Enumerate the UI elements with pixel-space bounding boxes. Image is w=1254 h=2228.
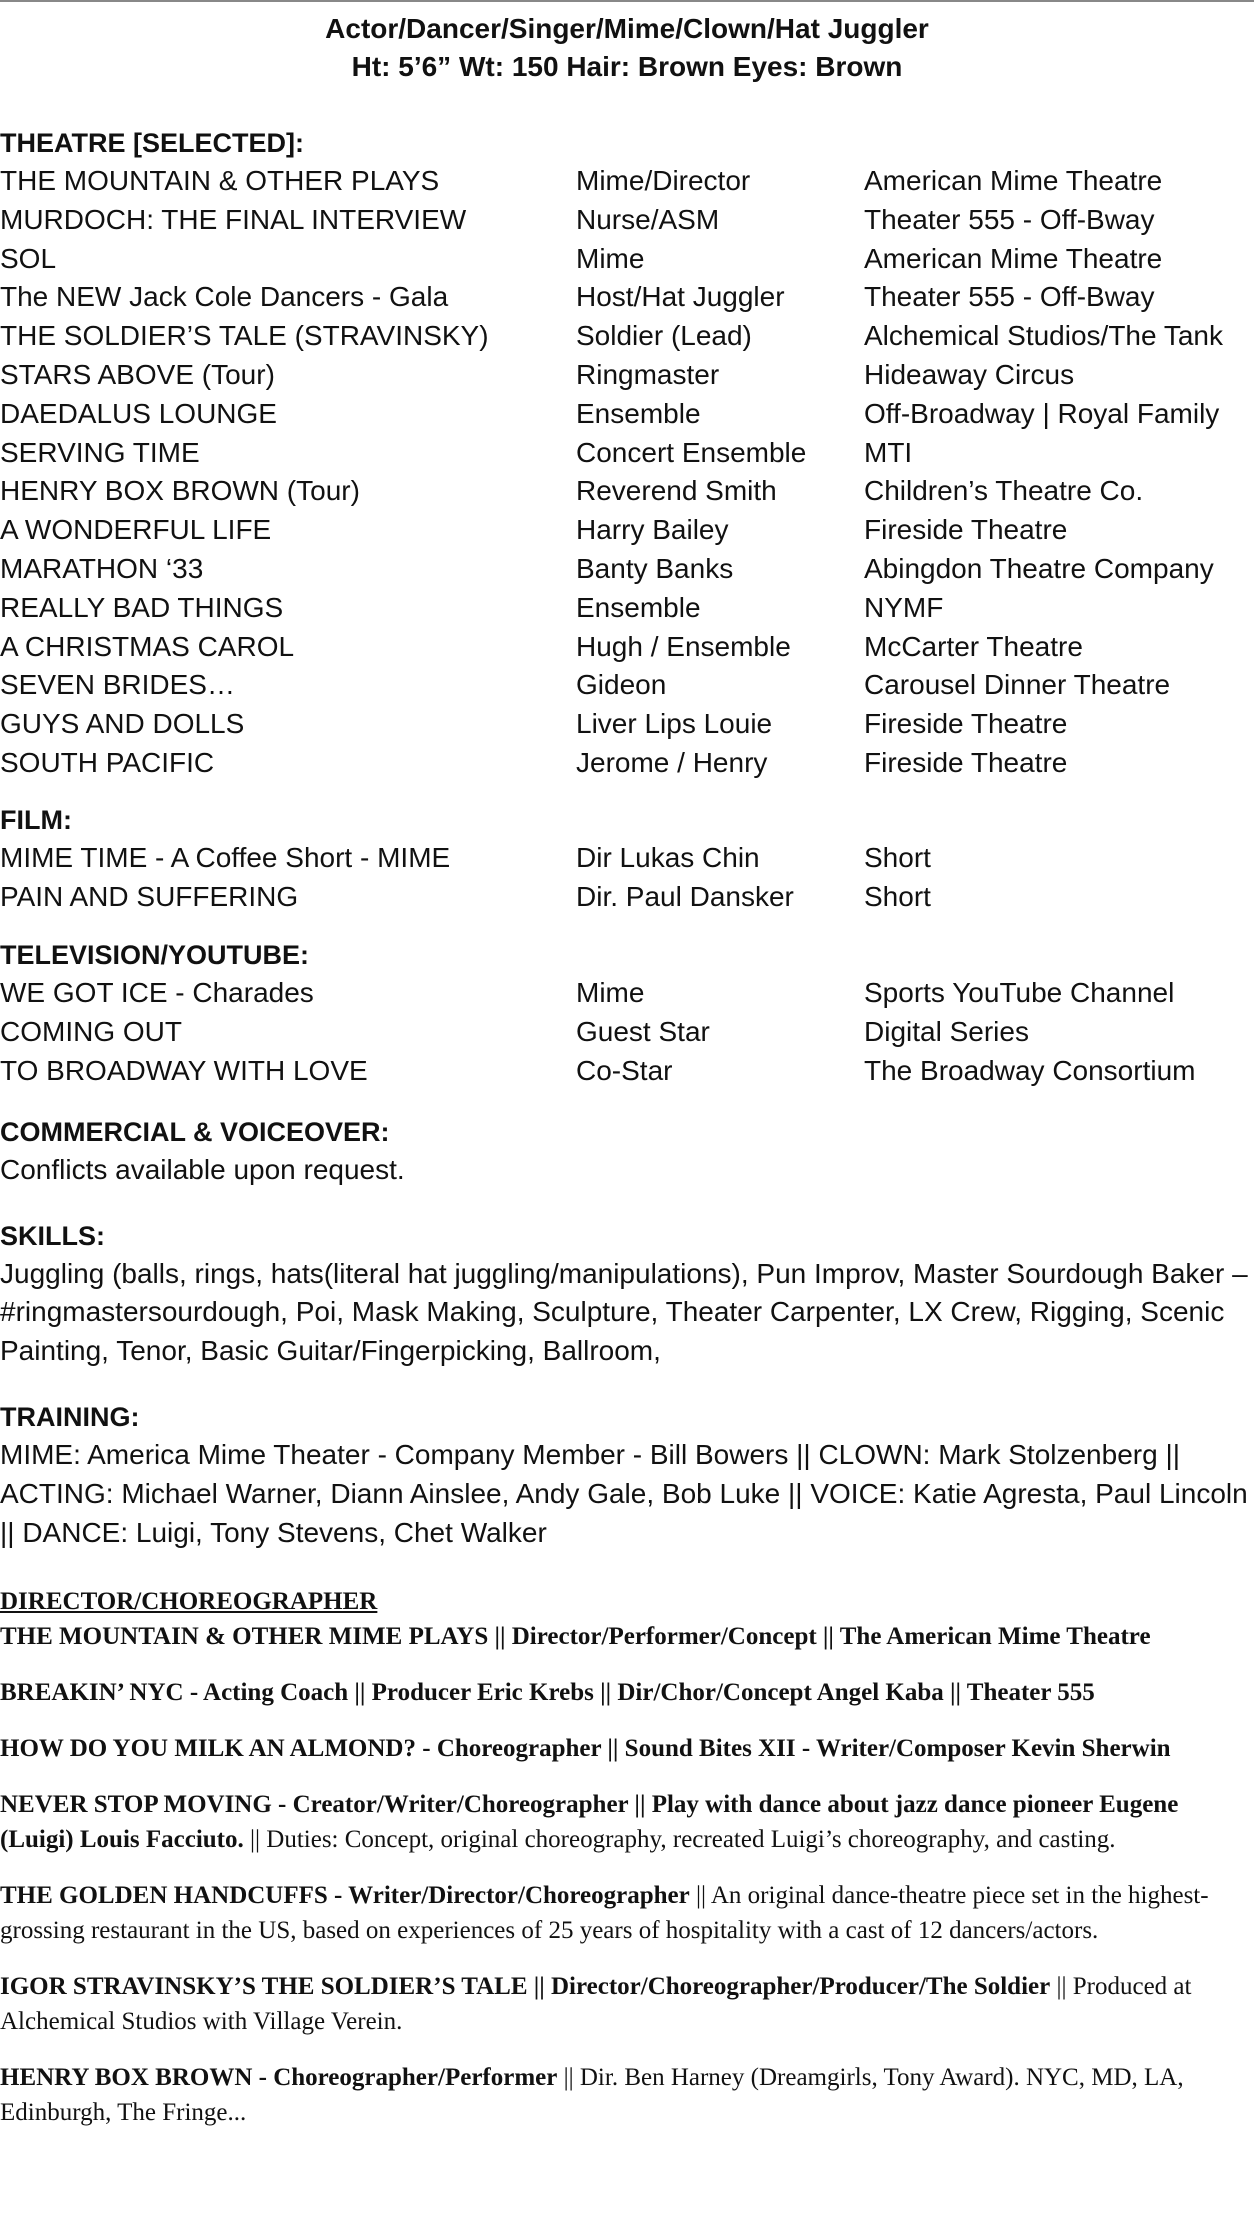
training-text: MIME: America Mime Theater - Company Member - Bill Bowers || CLOWN: Mark Stolzenberg || ACTING: Michael Warner, Diann Ainslee, Andy Gale, Bob Luke || VOICE: Katie Agresta, Paul Lincoln || DANCE: Luigi, Tony Stevens, Chet Walker bbox=[0, 1438, 1248, 1548]
film-section bbox=[0, 801, 1254, 917]
credit-role: Banty Banks bbox=[576, 552, 734, 584]
credit-role: Soldier (Lead) bbox=[576, 320, 752, 352]
credit-title: SOUTH PACIFIC bbox=[0, 746, 215, 778]
director-entry-heading: HENRY BOX BROWN - Choreographer/Performer bbox=[0, 2064, 558, 2092]
credit-role: Nurse/ASM bbox=[576, 203, 720, 235]
director-entry-heading: THE GOLDEN HANDCUFFS - Writer/Director/Choreographer bbox=[0, 1882, 690, 1910]
director-entry bbox=[0, 1619, 1254, 1654]
theatre-credits-table bbox=[0, 162, 1254, 783]
credit-title: PAIN AND SUFFERING bbox=[0, 880, 299, 912]
credit-role: Hugh / Ensemble bbox=[576, 630, 791, 662]
tv-section-title: TELEVISION/YOUTUBE: bbox=[0, 940, 310, 971]
theatre-credit-row bbox=[0, 589, 1254, 628]
credit-venue: Carousel Dinner Theatre bbox=[864, 669, 1171, 701]
credit-title: WE GOT ICE - Charades bbox=[0, 977, 314, 1009]
skills-section-title: SKILLS: bbox=[0, 1220, 105, 1251]
credit-role: Gideon bbox=[576, 669, 667, 701]
credit-venue: Sports YouTube Channel bbox=[864, 977, 1175, 1009]
credit-venue: Abingdon Theatre Company bbox=[864, 552, 1214, 584]
credit-role: Liver Lips Louie bbox=[576, 708, 773, 740]
skills-text: Juggling (balls, rings, hats(literal hat juggling/manipulations), Pun Improv, Master Sourdough Baker –#ringmastersourdough, Poi, Mask Making, Sculpture, Theater Carpenter, LX Crew, Rigging, Scenic Painting, Tenor, Basic Guitar/Fingerpicking, Ballroom, bbox=[0, 1257, 1248, 1367]
credit-title: A CHRISTMAS CAROL bbox=[0, 630, 295, 662]
credit-venue: Short bbox=[864, 841, 931, 873]
credit-venue: American Mime Theatre bbox=[864, 242, 1163, 274]
credit-role: Guest Star bbox=[576, 1016, 710, 1048]
director-section-title: DIRECTOR/CHOREOGRAPHER bbox=[0, 1588, 378, 1616]
director-entry bbox=[0, 1878, 1254, 1948]
training-section-title: TRAINING: bbox=[0, 1401, 140, 1432]
credit-title: DAEDALUS LOUNGE bbox=[0, 397, 277, 429]
director-entry-details: || Produced at Alchemical Studios with Village Verein. bbox=[0, 1973, 1192, 2036]
credit-title: SOL bbox=[0, 242, 57, 274]
credit-role: Mime/Director bbox=[576, 165, 751, 196]
director-entry bbox=[0, 1969, 1254, 2039]
tv-credit-row bbox=[0, 974, 1254, 1013]
director-entries-list bbox=[0, 1619, 1254, 2130]
credit-venue: NYMF bbox=[864, 591, 944, 623]
credit-venue: Children’s Theatre Co. bbox=[864, 475, 1144, 507]
theatre-credit-row bbox=[0, 434, 1254, 473]
credit-venue: MTI bbox=[864, 436, 913, 468]
credit-venue: Fireside Theatre bbox=[864, 708, 1068, 740]
theatre-credit-row bbox=[0, 666, 1254, 705]
credit-title: THE MOUNTAIN & OTHER PLAYS bbox=[0, 165, 440, 196]
theatre-section-title: THEATRE [SELECTED]: bbox=[0, 128, 304, 158]
director-entry bbox=[0, 1731, 1254, 1766]
credit-role: Dir. Paul Dansker bbox=[576, 880, 794, 912]
credit-venue: Digital Series bbox=[864, 1016, 1029, 1048]
training-section bbox=[0, 1398, 1254, 1552]
film-credit-row bbox=[0, 878, 1254, 917]
credit-role: Host/Hat Juggler bbox=[576, 281, 785, 313]
director-entry-heading: BREAKIN’ NYC - Acting Coach || Producer Eric Krebs || Dir/Chor/Concept Angel Kaba || Theater 555 bbox=[0, 1679, 1095, 1707]
film-credits-table bbox=[0, 839, 1254, 917]
credit-role: Ringmaster bbox=[576, 358, 720, 390]
theatre-credit-row bbox=[0, 278, 1254, 317]
tv-credits-table bbox=[0, 974, 1254, 1090]
credit-venue: Fireside Theatre bbox=[864, 746, 1068, 778]
credit-venue: Alchemical Studios/The Tank bbox=[864, 320, 1223, 352]
tv-section bbox=[0, 936, 1254, 1090]
credit-title: COMING OUT bbox=[0, 1016, 182, 1048]
credit-role: Ensemble bbox=[576, 591, 701, 623]
credit-title: TO BROADWAY WITH LOVE bbox=[0, 1054, 368, 1086]
credit-title: REALLY BAD THINGS bbox=[0, 591, 284, 623]
director-entry-heading: HOW DO YOU MILK AN ALMOND? - Choreographer || Sound Bites XII - Writer/Composer Kevin Sherwin bbox=[0, 1735, 1171, 1763]
credit-role: Mime bbox=[576, 242, 645, 274]
credit-title: A WONDERFUL LIFE bbox=[0, 514, 272, 546]
director-section bbox=[0, 1584, 1254, 2130]
credit-title: MURDOCH: THE FINAL INTERVIEW bbox=[0, 203, 467, 235]
top-divider-line bbox=[0, 0, 1254, 2]
film-credit-row bbox=[0, 839, 1254, 878]
credit-role: Ensemble bbox=[576, 397, 701, 429]
theatre-credit-row bbox=[0, 201, 1254, 240]
credit-venue: Theater 555 - Off-Bway bbox=[864, 281, 1155, 313]
skills-section bbox=[0, 1217, 1254, 1371]
theatre-credit-row bbox=[0, 511, 1254, 550]
credit-title: STARS ABOVE (Tour) bbox=[0, 358, 275, 390]
credit-venue: Short bbox=[864, 880, 931, 912]
credit-role: Co-Star bbox=[576, 1054, 673, 1086]
credit-title: THE SOLDIER’S TALE (STRAVINSKY) bbox=[0, 320, 489, 352]
director-entry-details: || An original dance-theatre piece set in the highest-grossing restaurant in the US, based on experiences of 25 years of hospitality with a cast of 12 dancers/actors. bbox=[0, 1882, 1209, 1945]
credit-role: Dir Lukas Chin bbox=[576, 841, 760, 873]
director-entry-heading: IGOR STRAVINSKY’S THE SOLDIER’S TALE || Director/Choreographer/Producer/The Soldier bbox=[0, 1973, 1051, 2001]
credit-venue: Off-Broadway | Royal Family bbox=[864, 397, 1220, 429]
credit-role: Harry Bailey bbox=[576, 514, 729, 546]
credit-title: GUYS AND DOLLS bbox=[0, 708, 245, 740]
credit-title: SEVEN BRIDES… bbox=[0, 669, 235, 701]
credit-venue: Fireside Theatre bbox=[864, 514, 1068, 546]
tv-credit-row bbox=[0, 1013, 1254, 1052]
credit-venue: McCarter Theatre bbox=[864, 630, 1083, 662]
credit-role: Jerome / Henry bbox=[576, 746, 768, 778]
resume-page bbox=[0, 10, 1254, 2130]
director-entry bbox=[0, 2060, 1254, 2130]
theatre-credit-row bbox=[0, 472, 1254, 511]
credit-venue: Theater 555 - Off-Bway bbox=[864, 203, 1155, 235]
resume-header bbox=[0, 10, 1254, 86]
director-entry-details: || Duties: Concept, original choreography, recreated Luigi’s choreography, and casting. bbox=[243, 1826, 1116, 1854]
commercial-section bbox=[0, 1113, 1254, 1190]
credit-title: MIME TIME - A Coffee Short - MIME bbox=[0, 841, 451, 873]
theatre-credit-row bbox=[0, 744, 1254, 783]
credit-role: Mime bbox=[576, 977, 645, 1009]
credit-venue: American Mime Theatre bbox=[864, 165, 1163, 196]
commercial-text: Conflicts available upon request. bbox=[0, 1153, 405, 1185]
theatre-credit-row bbox=[0, 550, 1254, 589]
theatre-section bbox=[0, 124, 1254, 783]
credit-venue: Hideaway Circus bbox=[864, 358, 1075, 390]
theatre-credit-row bbox=[0, 395, 1254, 434]
director-entry-heading: THE MOUNTAIN & OTHER MIME PLAYS || Director/Performer/Concept || The American Mime Theatre bbox=[0, 1623, 1151, 1651]
credit-title: The NEW Jack Cole Dancers - Gala bbox=[0, 281, 449, 313]
credit-title: HENRY BOX BROWN (Tour) bbox=[0, 475, 360, 507]
credit-venue: The Broadway Consortium bbox=[864, 1054, 1196, 1086]
theatre-credit-row bbox=[0, 317, 1254, 356]
header-stats: Ht: 5’6” Wt: 150 Hair: Brown Eyes: Brown bbox=[351, 51, 903, 82]
commercial-section-title: COMMERCIAL & VOICEOVER: bbox=[0, 1116, 390, 1147]
director-entry bbox=[0, 1675, 1254, 1710]
header-titles: Actor/Dancer/Singer/Mime/Clown/Hat Juggler bbox=[325, 13, 929, 44]
theatre-credit-row bbox=[0, 628, 1254, 667]
director-entry-details: || Dir. Ben Harney (Dreamgirls, Tony Award). NYC, MD, LA, Edinburgh, The Fringe... bbox=[0, 2064, 1184, 2127]
tv-credit-row bbox=[0, 1052, 1254, 1091]
theatre-credit-row bbox=[0, 356, 1254, 395]
credit-title: MARATHON ‘33 bbox=[0, 552, 204, 584]
director-entry-heading: NEVER STOP MOVING - Creator/Writer/Choreographer || Play with dance about jazz dance pioneer Eugene (Luigi) Louis Facciuto. bbox=[0, 1791, 1179, 1854]
film-section-title: FILM: bbox=[0, 804, 72, 835]
credit-title: SERVING TIME bbox=[0, 436, 200, 468]
credit-role: Concert Ensemble bbox=[576, 436, 807, 468]
theatre-credit-row bbox=[0, 162, 1254, 201]
director-entry bbox=[0, 1787, 1254, 1857]
theatre-credit-row bbox=[0, 705, 1254, 744]
theatre-credit-row bbox=[0, 240, 1254, 279]
credit-role: Reverend Smith bbox=[576, 475, 777, 507]
